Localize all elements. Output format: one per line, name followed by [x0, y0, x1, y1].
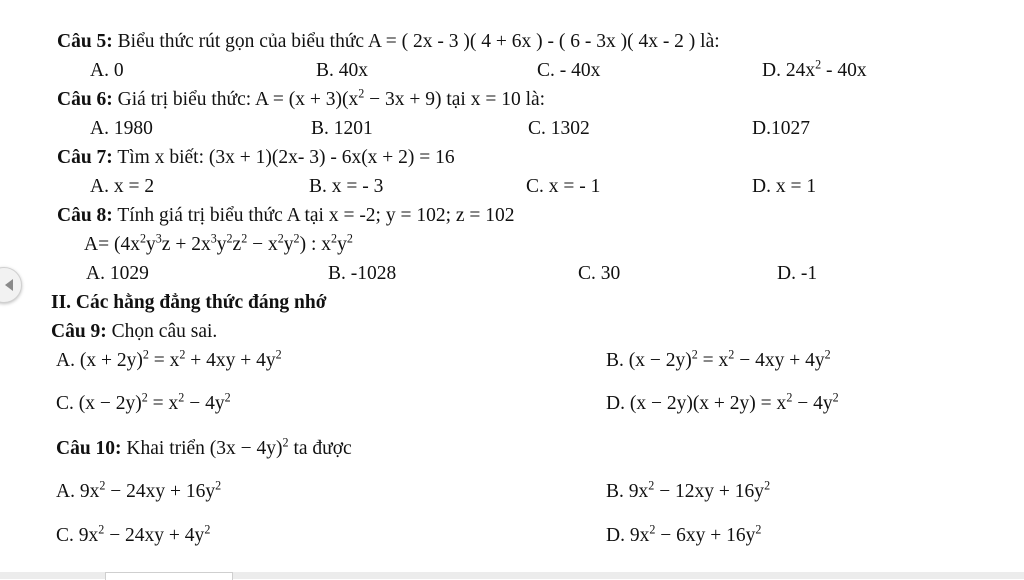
q10-option-b: B. $9x^2 - 12xy + 16y^2$ — [606, 478, 771, 502]
question-5-text: Biểu thức rút gọn của biểu thức A = ( 2x - 3 )( 4 + 6x ) - ( 6 - 3x )( 4x - 2 ) là: — [117, 31, 720, 52]
q7-option-d: D. x = 1 — [752, 176, 817, 197]
question-7 — [57, 146, 455, 170]
question-8-label: Câu 8: — [57, 205, 113, 226]
question-6 — [57, 88, 545, 112]
q8-option-b: B. -1028 — [328, 263, 397, 284]
q10-option-a: A. $9x^2 - 24xy + 16y^2$ — [56, 478, 222, 502]
question-5 — [57, 30, 720, 54]
question-6-label: Câu 6: — [57, 89, 113, 110]
question-10 — [56, 437, 352, 461]
q10-option-d: D. $9x^2 - 6xy + 16y^2$ — [606, 522, 762, 546]
q9-option-d: D. $(x - 2y)(x + 2y) = x^2 - 4y^2$ — [606, 390, 839, 414]
q5-option-b: B. 40x — [316, 60, 369, 81]
question-8-text: Tính giá trị biểu thức A tại x = -2; y = 102; z = 102 — [117, 205, 515, 226]
question-8 — [57, 204, 515, 228]
q6-option-c: C. 1302 — [528, 118, 590, 139]
q8-option-a: A. 1029 — [86, 263, 149, 284]
question-9-label: Câu 9: — [51, 321, 107, 342]
question-7-text: Tìm x biết: (3x + 1)(2x- 3) - 6x(x + 2) = 16 — [117, 147, 455, 168]
q9-option-a: A. $(x + 2y)^2 = x^2 + 4xy + 4y^2$ — [56, 347, 282, 371]
q8-option-c: C. 30 — [578, 263, 621, 284]
q9-option-b: B. $(x - 2y)^2 = x^2 - 4xy + 4y^2$ — [606, 347, 831, 371]
q6-option-d: D.1027 — [752, 118, 810, 139]
q5-option-d: D. $24x^2 - 40x$ — [762, 57, 867, 81]
question-6-text: Giá trị biểu thức: $A = (x + 3)(x^2 - 3x + 9)$ tại x = 10 là: — [117, 86, 546, 110]
q8-option-d: D. -1 — [777, 263, 818, 284]
question-7-label: Câu 7: — [57, 147, 113, 168]
q6-option-b: B. 1201 — [311, 118, 373, 139]
question-9-text: Chọn câu sai. — [106, 321, 218, 342]
q5-option-c: C. - 40x — [537, 60, 601, 81]
q10-option-c: C. $9x^2 - 24xy + 4y^2$ — [56, 522, 211, 546]
q5-option-a: A. 0 — [90, 60, 124, 81]
q7-option-b: B. x = - 3 — [309, 176, 384, 197]
q6-option-a: A. 1980 — [90, 118, 153, 139]
q7-option-a: A. x = 2 — [90, 176, 155, 197]
q9-option-c: C. $(x - 2y)^2 = x^2 - 4y^2$ — [56, 390, 231, 414]
question-10-label: Câu 10: — [56, 438, 122, 459]
question-10-text: Khai triển $(3x - 4y)^2$ ta được — [126, 435, 352, 459]
previous-page-arrow-icon[interactable] — [0, 267, 22, 303]
question-5-label: Câu 5: — [57, 31, 113, 52]
question-8-expression: $A= (4x^2y^3z + 2x^3y^2z^2 - x^2y^2)$ : $x^2y^2$ — [84, 231, 353, 255]
question-9 — [51, 320, 217, 344]
q7-option-c: C. x = - 1 — [526, 176, 601, 197]
section-heading: II. Các hằng đẳng thức đáng nhớ — [51, 292, 327, 313]
